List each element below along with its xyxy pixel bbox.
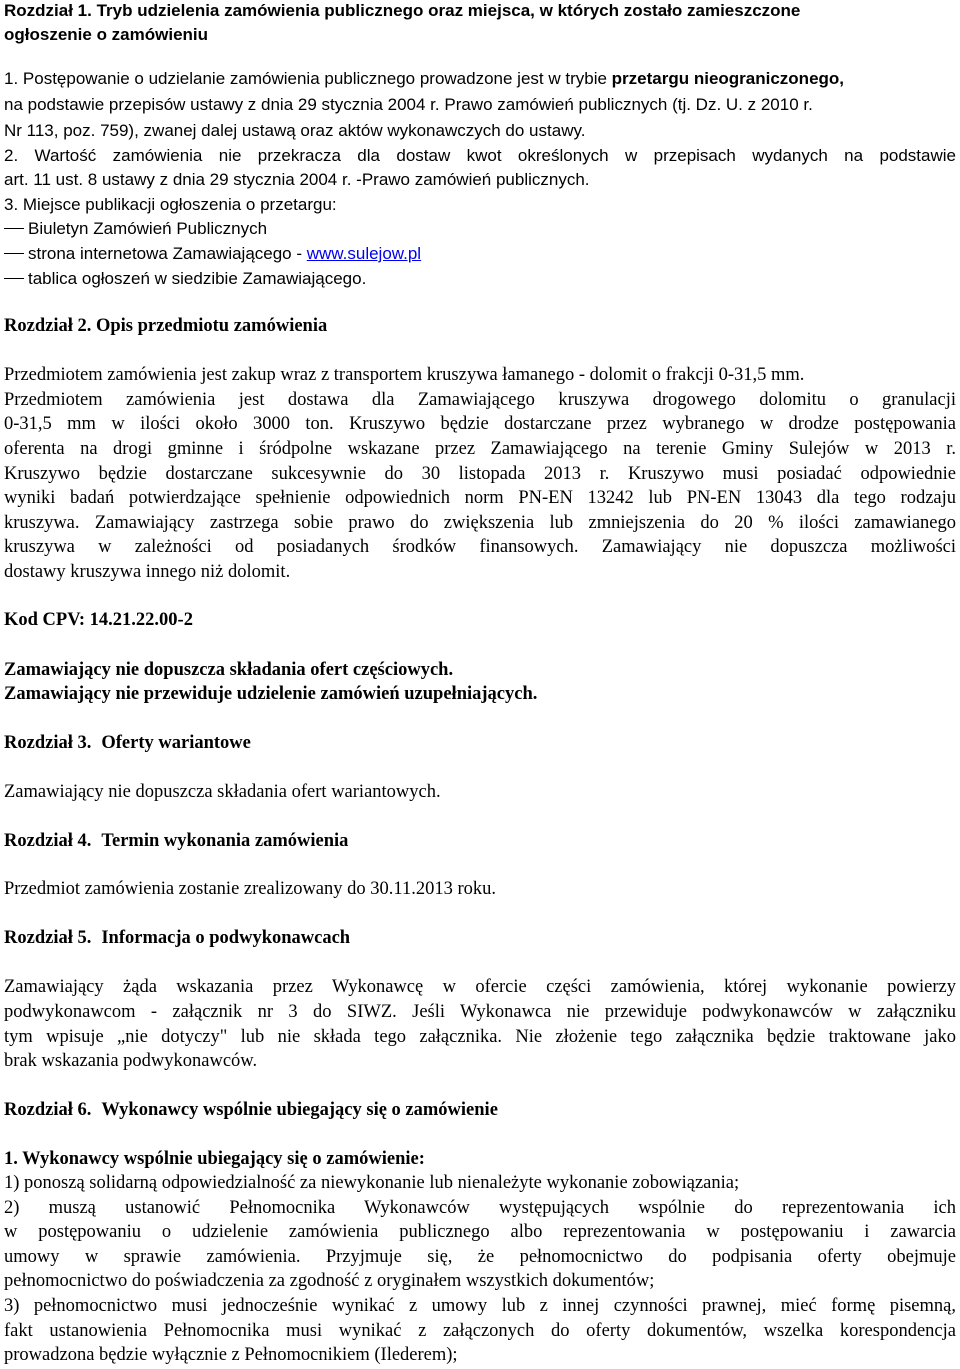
- point-1-text: 1. Postępowanie o udzielanie zamówienia publicznego prowadzone jest w trybie: [4, 69, 612, 88]
- chapter-2-line: 0-31,5 mm w ilości około 3000 ton. Kruszywo będzie dostarczane przez wybranego w drodze postępowania: [4, 414, 956, 434]
- publication-item-label: tablica ogłoszeń w siedzibie Zamawiającego.: [28, 269, 367, 288]
- chapter-6-line: 3) pełnomocnictwo musi jednocześnie wynikać z umowy lub z innej czynności prawnej, mieć formę pisemną,: [4, 1296, 956, 1316]
- chapter-6-line: fakt ustanowienia Pełnomocnika musi wynikać z załączonych do oferty dokumentów, wszelka korespondencja: [4, 1321, 956, 1341]
- tender-mode: przetargu nieograniczonego,: [611, 69, 845, 88]
- chapter-4-text: Przedmiot zamówienia zostanie zrealizowany do 30.11.2013 roku.: [4, 879, 496, 899]
- chapter-2-title: Opis przedmiotu zamówienia: [95, 316, 328, 336]
- chapter-1-point-1-line-1: [4, 70, 844, 87]
- chapter-6-line: 1) ponoszą solidarną odpowiedzialność za niewykonanie lub nienależyte wykonanie zobowiązania;: [4, 1173, 740, 1193]
- chapter-6-line: w postępowaniu o udzielenie zamówienia publicznego albo reprezentowania w postępowaniu i zawarcia: [4, 1222, 956, 1242]
- chapter-6-title: Wykonawcy wspólnie ubiegający się o zamówienie: [101, 1100, 498, 1120]
- chapter-2-line: kruszywa. Zamawiający zastrzega sobie prawo do zwiększenia lub zmniejszenia do 20 % ilości zamawianego: [4, 513, 956, 533]
- cpv-code: Kod CPV: 14.21.22.00-2: [4, 610, 193, 630]
- website-link[interactable]: www.sulejow.pl: [306, 244, 422, 263]
- chapter-4-title: Termin wykonania zamówienia: [101, 831, 349, 851]
- chapter-6-line: prowadzona będzie wyłącznie z Pełnomocnikiem (Ilederem);: [4, 1345, 458, 1365]
- chapter-1-point-1-line-3: Nr 113, poz. 759), zwanej dalej ustawą oraz aktów wykonawczych do ustawy.: [4, 121, 586, 140]
- chapter-1-point-1-line-2: na podstawie przepisów ustawy z dnia 29 stycznia 2004 r. Prawo zamówień publicznych (tj. Dz. U. z 2010 r.: [4, 95, 813, 114]
- chapter-1-point-3-line-1: 3. Miejsce publikacji ogłoszenia o przetargu:: [4, 195, 337, 214]
- chapter-6-subheading: 1. Wykonawcy wspólnie ubiegający się o zamówienie:: [4, 1149, 425, 1169]
- publication-item-noticeboard: [4, 270, 366, 287]
- chapter-4-number: Rozdział 4.: [4, 831, 92, 851]
- chapter-5-heading: [4, 929, 350, 948]
- publication-item-bzp: [4, 220, 267, 237]
- chapter-1-point-2-line-1: 2. Wartość zamówienia nie przekracza dla dostaw kwot określonych w przepisach wydanych na podstawie: [4, 146, 956, 165]
- chapter-4-heading: [4, 832, 348, 851]
- dash-bullet: [4, 253, 24, 254]
- chapter-3-number: Rozdział 3.: [4, 733, 92, 753]
- chapter-2-line: oferenta na drogi gminne i śródpolne wskazane przez Zamawiającego na terenie Gminy Sulejów w 2013 r.: [4, 439, 956, 459]
- publication-item-website: [4, 245, 421, 262]
- chapter-2-line: kruszywa w zależności od posiadanych środków finansowych. Zamawiający nie dopuszcza możliwości: [4, 537, 956, 557]
- chapter-1-point-2-line-2: art. 11 ust. 8 ustawy z dnia 29 stycznia 2004 r. -Prawo zamówień publicznych.: [4, 170, 590, 189]
- chapter-5-line: brak wskazania podwykonawców.: [4, 1051, 258, 1071]
- chapter-2-heading: [4, 317, 327, 336]
- chapter-5-line: Zamawiający żąda wskazania przez Wykonawcę w ofercie części zamówienia, której wykonanie powierzy: [4, 977, 956, 997]
- chapter-6-number: Rozdział 6.: [4, 1100, 92, 1120]
- chapter-5-line: tym wpisuje „nie dotyczy" lub nie składa tego załącznika. Nie złożenie tego załącznika będzie traktowane jako: [4, 1027, 956, 1047]
- no-supplementary-orders: Zamawiający nie przewiduje udzielenie zamówień uzupełniających.: [4, 684, 538, 704]
- chapter-6-line: pełnomocnictwo do poświadczenia za zgodność z oryginałem wszystkich dokumentów;: [4, 1271, 655, 1291]
- dash-bullet: [4, 278, 24, 279]
- chapter-1-heading-line-2: ogłoszenie o zamówieniu: [4, 25, 209, 44]
- chapter-2-line: wyniki badań potwierdzające spełnienie odpowiednich norm PN-EN 13242 lub PN-EN 13043 dla tego rodzaju: [4, 488, 956, 508]
- chapter-5-title: Informacja o podwykonawcach: [101, 928, 351, 948]
- chapter-3-heading: [4, 734, 251, 753]
- chapter-3-text: Zamawiający nie dopuszcza składania ofert wariantowych.: [4, 782, 441, 802]
- chapter-1-heading-line-1: Rozdział 1. Tryb udzielenia zamówienia publicznego oraz miejsca, w których zostało zamieszczone: [4, 1, 801, 20]
- chapter-6-line: umowy w sprawie zamówienia. Przyjmuje się, że pełnomocnictwo do podpisania oferty obejmuje: [4, 1247, 956, 1267]
- chapter-5-line: podwykonawcom - załącznik nr 3 do SIWZ. Jeśli Wykonawca nie przewiduje podwykonawców w załączniku: [4, 1002, 956, 1022]
- chapter-5-number: Rozdział 5.: [4, 928, 92, 948]
- chapter-2-line: Kruszywo będzie dostarczane sukcesywnie do 30 listopada 2013 r. Kruszywo musi posiadać odpowiednie: [4, 464, 956, 484]
- publication-item-label: Biuletyn Zamówień Publicznych: [28, 219, 268, 238]
- chapter-3-title: Oferty wariantowe: [101, 733, 251, 753]
- dash-bullet: [4, 228, 24, 229]
- chapter-2-line: dostawy kruszywa innego niż dolomit.: [4, 562, 291, 582]
- chapter-2-line: Przedmiotem zamówienia jest zakup wraz z transportem kruszywa łamanego - dolomit o frakcji 0-31,5 mm.: [4, 365, 805, 385]
- chapter-2-number: Rozdział 2.: [4, 316, 96, 336]
- chapter-2-line: Przedmiotem zamówienia jest dostawa dla Zamawiającego kruszywa drogowego dolomitu o granulacji: [4, 390, 956, 410]
- chapter-6-line: 2) muszą ustanowić Pełnomocnika Wykonawców występujących wspólnie do reprezentowania ich: [4, 1198, 956, 1218]
- no-partial-offers: Zamawiający nie dopuszcza składania ofert częściowych.: [4, 660, 454, 680]
- publication-item-label: strona internetowa Zamawiającego -: [28, 244, 307, 263]
- chapter-6-heading: [4, 1101, 498, 1120]
